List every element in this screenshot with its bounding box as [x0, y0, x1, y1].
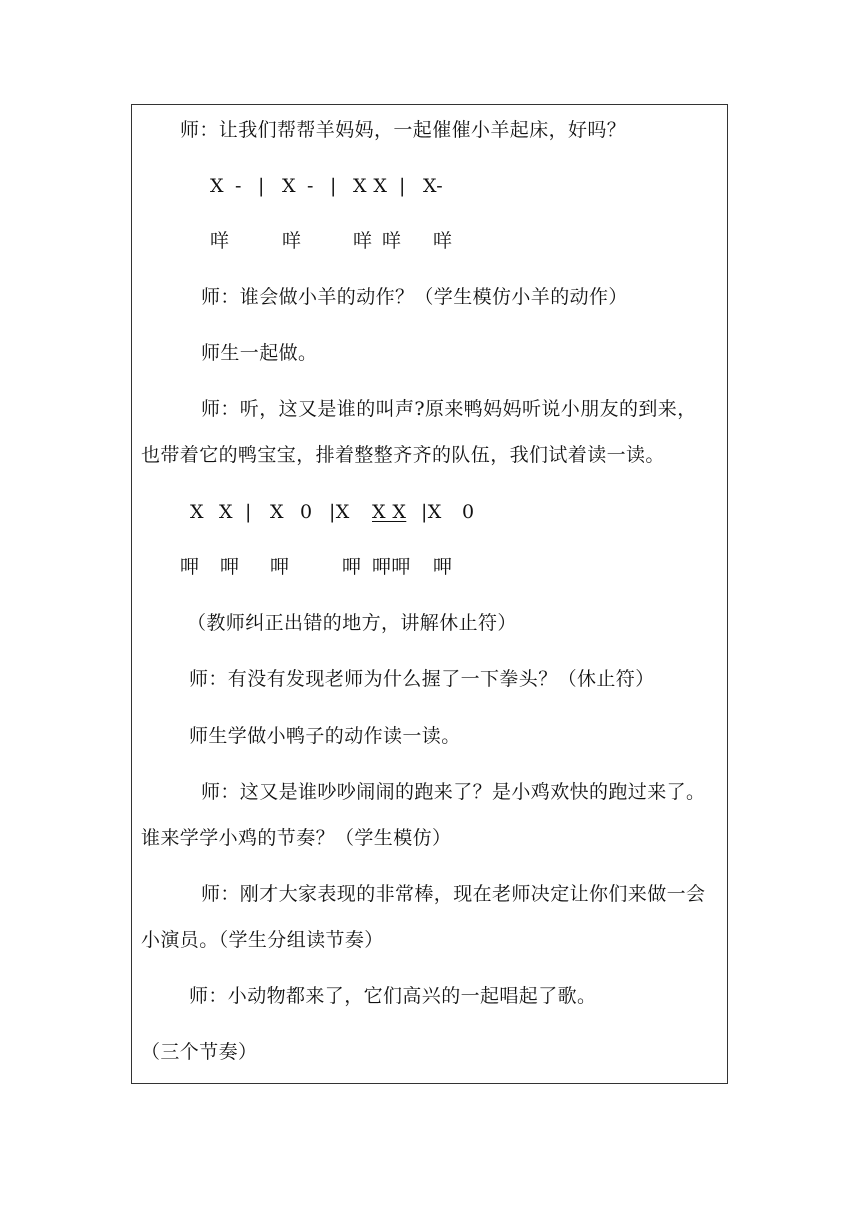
syllable: 呷 — [270, 556, 290, 578]
note: X X — [353, 175, 388, 197]
text-line: 师生学做小鸭子的动作读一读。 — [189, 725, 461, 747]
bar-line: | — [330, 175, 337, 197]
rest: 0 — [300, 501, 313, 523]
text-line: 师：让我们帮帮羊妈妈，一起催催小羊起床，好吗？ — [180, 119, 627, 141]
note: X — [219, 501, 233, 523]
bar-line: | — [399, 175, 406, 197]
text-line: 师生一起做。 — [201, 342, 318, 364]
note: X — [270, 501, 284, 523]
note: X- — [423, 175, 444, 197]
text-line: 也带着它的鸭宝宝，排着整整齐齐的队伍，我们试着读一读。 — [141, 444, 665, 466]
text-line: （教师纠正出错的地方，讲解休止符） — [187, 612, 517, 634]
text-line: 师：刚才大家表现的非常棒，现在老师决定让你们来做一会 — [201, 883, 706, 905]
text-line: 谁来学学小鸡的节奏？（学生模仿） — [141, 827, 452, 849]
syllable: 咩 — [210, 230, 230, 252]
text-line: 师：听，这又是谁的叫声?原来鸭妈妈听说小朋友的到来， — [201, 398, 697, 420]
text-line: 师：谁会做小羊的动作？（学生模仿小羊的动作） — [201, 286, 628, 308]
note: |X — [421, 501, 442, 523]
syllable: 呷呷 — [372, 556, 411, 578]
bar-line: | — [245, 501, 252, 523]
note: |X — [329, 501, 350, 523]
text-line: 小演员。（学生分组读节奏） — [141, 929, 384, 951]
bar-line: | — [258, 175, 265, 197]
syllable: 呷 — [180, 556, 200, 578]
text-line: 师：有没有发现老师为什么握了一下拳头？（休止符） — [189, 668, 655, 690]
note: - — [307, 175, 314, 197]
syllable: 呷 — [220, 556, 240, 578]
syllable: 咩 — [282, 230, 302, 252]
note: X — [282, 175, 296, 197]
note: X — [190, 501, 204, 523]
rest: 0 — [462, 501, 475, 523]
note-pair: X X — [372, 501, 407, 523]
note: X — [210, 175, 224, 197]
text-line: （三个节奏） — [141, 1041, 258, 1063]
syllable: 咩 — [382, 230, 402, 252]
syllable: 咩 — [353, 230, 373, 252]
text-line: 师：这又是谁吵吵闹闹的跑来了？是小鸡欢快的跑过来了。 — [201, 781, 706, 803]
note: - — [235, 175, 242, 197]
text-line: 师：小动物都来了，它们高兴的一起唱起了歌。 — [189, 985, 597, 1007]
syllable: 咩 — [433, 230, 453, 252]
syllable: 呷 — [433, 556, 453, 578]
syllable: 呷 — [342, 556, 362, 578]
